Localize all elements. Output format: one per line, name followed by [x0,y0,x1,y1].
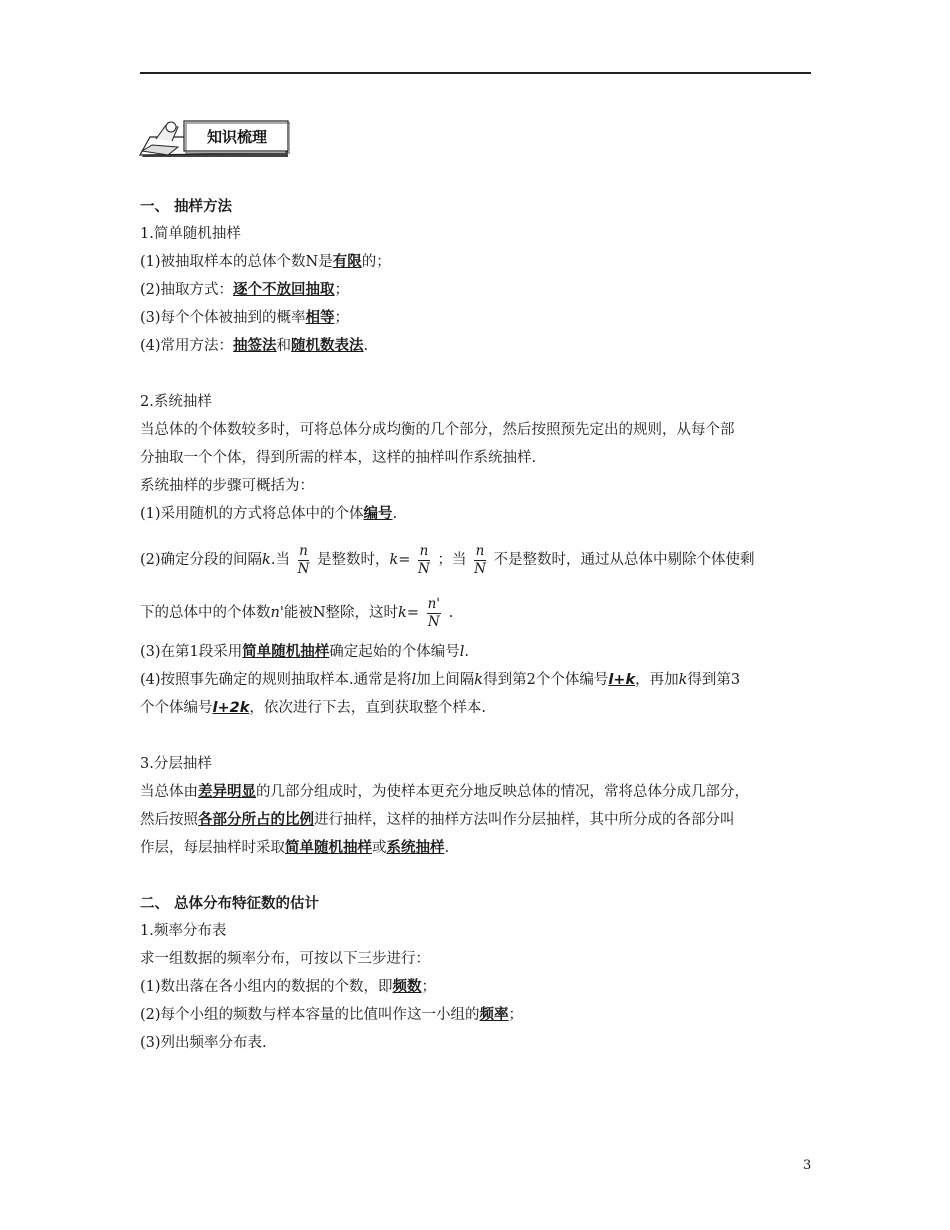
stratified-text-1: 当总体由差异明显的几部分组成时，为使样本更充分地反映总体的情况，常将总体分成几部分， [140,784,749,800]
stratified-text-2: 然后按照各部分所占的比例进行抽样，这样的抽样方法叫作分层抽样，其中所分成的各部分叫 [140,812,735,828]
section-2-heading: 二、 总体分布特征数的估计 [140,896,320,912]
sub-systematic: 2.系统抽样 [140,394,212,410]
freq-step-3: (3)列出频率分布表. [140,1035,267,1051]
step-3: (3)在第1段采用简单随机抽样确定起始的个体编号l. [140,644,470,660]
step-2: (2)确定分段的间隔k.当 $\frac{n}{N}$ 是整数时，k= $\frac{n}{N}$ ；当 $\frac{n}{N}$ 不是整数时，通过从总体中剔除个体使剩 [140,542,755,577]
page-number: 3 [803,1158,812,1173]
section-1-heading: 一、 抽样方法 [140,199,233,215]
section-banner [138,117,290,159]
stratified-text-3: 作层，每层抽样时采取简单随机抽样或系统抽样. [140,840,450,856]
item-4: (4)常用方法：抽签法和随机数表法. [140,338,369,354]
systematic-text-1: 当总体的个体数较多时，可将总体分成均衡的几个部分，然后按照预先定出的规则，从每个部 [140,422,735,438]
freq-step-2: (2)每个小组的频数与样本容量的比值叫作这一小组的频率； [140,1007,524,1023]
fraction-n-over-N: $\frac{n}{N}$ [418,542,430,577]
freq-step-1: (1)数出落在各小组内的数据的个数，即频数； [140,979,437,995]
item-3: (3)每个个体被抽到的概率相等； [140,310,350,326]
step-2-cont: 下的总体中的个体数n'能被N整除，这时k= $\frac{n'}{N}$ . [140,595,454,630]
sub-frequency-table: 1.频率分布表 [140,923,227,939]
fraction-nprime-over-N: $\frac{n'}{N}$ [427,595,440,630]
item-2: (2)抽取方式：逐个不放回抽取； [140,282,350,298]
item-1: (1)被抽取样本的总体个数N是有限的； [140,254,391,270]
sub-simple-random: 1.简单随机抽样 [140,226,241,242]
freq-text-1: 求一组数据的频率分布，可按以下三步进行： [140,951,430,967]
header-rule [140,72,811,74]
sub-stratified: 3.分层抽样 [140,756,212,772]
step-4-cont: 个个体编号l+2k，依次进行下去，直到获取整个样本. [140,700,486,716]
systematic-text-3: 系统抽样的步骤可概括为： [140,478,314,494]
step-4: (4)按照事先确定的规则抽取样本.通常是将l加上间隔k得到第2个个体编号l+k，再加k得到第3 [140,672,741,688]
banner-title: 知识梳理 [206,128,268,146]
systematic-text-2: 分抽取一个个体，得到所需的样本，这样的抽样叫作系统抽样. [140,450,537,466]
fraction-n-over-N: $\frac{n}{N}$ [297,542,310,577]
step-1: (1)采用随机的方式将总体中的个体编号. [140,506,398,522]
fraction-n-over-N: $\frac{n}{N}$ [474,542,486,577]
